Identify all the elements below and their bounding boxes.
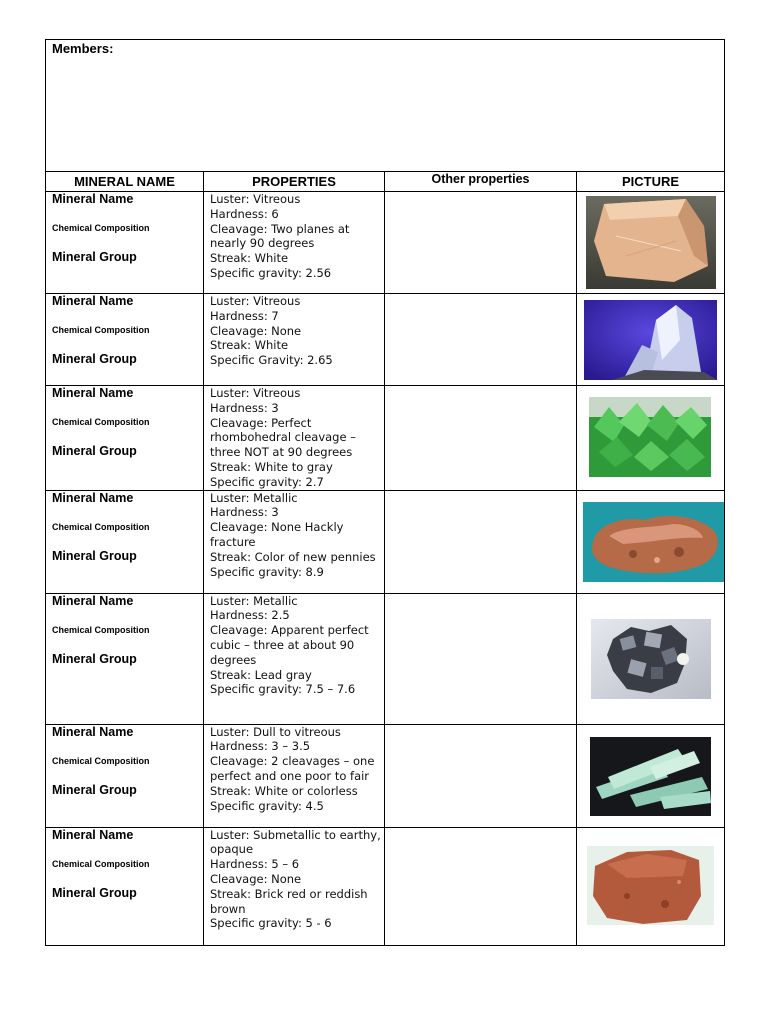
properties-cell: [204, 192, 385, 294]
mineral-name-label: Mineral Name: [52, 192, 134, 206]
members-area[interactable]: [46, 40, 725, 172]
property-line: Hardness: 3 – 3.5: [210, 739, 311, 754]
property-line: Hardness: 3: [210, 400, 279, 415]
mineral-name-label: Mineral Name: [52, 490, 134, 505]
quartz-crystal-image: [584, 300, 717, 380]
property-line: perfect and one poor to fair: [210, 768, 370, 783]
mineral-row-2: [46, 294, 725, 386]
copper-nugget-image: [583, 502, 724, 582]
property-line: Specific gravity: 7.5 – 7.6: [210, 682, 356, 697]
property-line: Cleavage: Two planes at: [210, 221, 350, 236]
picture-cell: [577, 827, 725, 945]
mineral-row-7: [46, 827, 725, 945]
property-line: Specific gravity: 5 - 6: [210, 916, 332, 931]
mineral-name-label: Mineral Name: [52, 827, 134, 842]
mineral-id-cell[interactable]: [46, 386, 204, 491]
picture-cell: [577, 724, 725, 827]
property-line: Specific Gravity: 2.65: [210, 353, 333, 368]
chemical-composition-label: Chemical Composition: [52, 624, 150, 635]
header-mineral-name: MINERAL NAME: [46, 172, 204, 192]
property-line: Specific gravity: 2.7: [210, 474, 324, 489]
mineral-group-label: Mineral Group: [52, 250, 137, 264]
header-other-properties: Other properties: [385, 172, 577, 192]
mineral-name-label: Mineral Name: [52, 593, 134, 608]
property-line: Luster: Metallic: [210, 593, 298, 608]
mineral-group-label: Mineral Group: [52, 885, 137, 900]
mineral-name-label: Mineral Name: [52, 724, 134, 739]
mineral-name-label: Mineral Name: [52, 386, 134, 400]
chemical-composition-label: Chemical Composition: [52, 755, 150, 766]
mineral-row-3: [46, 386, 725, 491]
header-properties: PROPERTIES: [204, 172, 385, 192]
property-line: Luster: Vitreous: [210, 386, 301, 400]
other-properties-cell[interactable]: [385, 386, 577, 491]
picture-cell: [577, 490, 725, 593]
properties-cell: [204, 724, 385, 827]
mineral-worksheet-table: [45, 39, 725, 946]
property-line: Hardness: 3: [210, 505, 279, 520]
mineral-group-label: Mineral Group: [52, 352, 137, 366]
property-line: three NOT at 90 degrees: [210, 445, 353, 460]
property-line: brown: [210, 901, 246, 916]
property-line: Luster: Vitreous: [210, 294, 301, 308]
mineral-row-1: [46, 192, 725, 294]
mineral-id-cell[interactable]: [46, 490, 204, 593]
picture-cell: [577, 386, 725, 491]
barite-crystal-image: [590, 737, 711, 816]
other-properties-cell[interactable]: [385, 192, 577, 294]
galena-image: [591, 619, 711, 699]
mineral-row-4: [46, 490, 725, 593]
mineral-row-5: [46, 593, 725, 724]
property-line: Streak: White: [210, 251, 289, 266]
property-line: Streak: Lead gray: [210, 667, 312, 682]
property-line: Luster: Vitreous: [210, 192, 301, 206]
properties-cell: [204, 593, 385, 724]
property-line: Cleavage: Perfect: [210, 415, 312, 430]
chemical-composition-label: Chemical Composition: [52, 858, 150, 869]
property-line: Hardness: 5 – 6: [210, 857, 300, 872]
property-line: Cleavage: None: [210, 323, 302, 338]
mineral-group-label: Mineral Group: [52, 782, 137, 797]
mineral-id-cell[interactable]: [46, 294, 204, 386]
mineral-group-label: Mineral Group: [52, 444, 137, 458]
header-row: [46, 172, 725, 192]
property-line: rhombohedral cleavage –: [210, 430, 356, 445]
property-line: Luster: Metallic: [210, 490, 298, 505]
mineral-group-label: Mineral Group: [52, 548, 137, 563]
property-line: Streak: Color of new pennies: [210, 549, 376, 564]
property-line: Luster: Dull to vitreous: [210, 724, 341, 739]
other-properties-cell[interactable]: [385, 294, 577, 386]
picture-cell: [577, 192, 725, 294]
picture-cell: [577, 593, 725, 724]
property-line: Specific gravity: 2.56: [210, 265, 332, 280]
other-properties-cell[interactable]: [385, 593, 577, 724]
other-properties-cell[interactable]: [385, 827, 577, 945]
other-properties-cell[interactable]: [385, 490, 577, 593]
property-line: Streak: White to gray: [210, 459, 333, 474]
property-line: degrees: [210, 652, 257, 667]
property-line: opaque: [210, 842, 254, 857]
property-line: Streak: Brick red or reddish: [210, 886, 368, 901]
mineral-group-label: Mineral Group: [52, 651, 137, 666]
property-line: cubic – three at about 90: [210, 637, 355, 652]
property-line: Cleavage: None Hackly: [210, 520, 344, 535]
properties-cell: [204, 490, 385, 593]
mineral-row-6: [46, 724, 725, 827]
properties-cell: [204, 386, 385, 491]
property-line: Cleavage: Apparent perfect: [210, 623, 369, 638]
property-line: Cleavage: None: [210, 871, 302, 886]
chemical-composition-label: Chemical Composition: [52, 521, 150, 532]
chemical-composition-label: Chemical Composition: [52, 325, 150, 335]
orange-feldspar-image: [586, 196, 716, 289]
property-line: fracture: [210, 534, 256, 549]
property-line: Hardness: 2.5: [210, 608, 290, 623]
property-line: Specific gravity: 8.9: [210, 564, 324, 579]
members-label: Members:: [52, 41, 114, 56]
property-line: Streak: White or colorless: [210, 783, 358, 798]
properties-cell: [204, 827, 385, 945]
property-line: Hardness: 6: [210, 206, 279, 221]
property-line: Cleavage: 2 cleavages – one: [210, 754, 375, 769]
properties-cell: [204, 294, 385, 386]
property-line: Streak: White: [210, 338, 289, 353]
hematite-image: [587, 846, 714, 925]
green-calcite-image: [589, 397, 711, 477]
other-properties-cell[interactable]: [385, 724, 577, 827]
header-picture: PICTURE: [577, 172, 725, 192]
chemical-composition-label: Chemical Composition: [52, 223, 150, 233]
mineral-id-cell[interactable]: [46, 192, 204, 294]
picture-cell: [577, 294, 725, 386]
property-line: Specific gravity: 4.5: [210, 798, 324, 813]
chemical-composition-label: Chemical Composition: [52, 417, 150, 427]
property-line: Hardness: 7: [210, 308, 279, 323]
property-line: Luster: Submetallic to earthy,: [210, 827, 381, 842]
mineral-id-cell[interactable]: [46, 827, 204, 945]
property-line: nearly 90 degrees: [210, 236, 315, 251]
mineral-id-cell[interactable]: [46, 724, 204, 827]
mineral-id-cell[interactable]: [46, 593, 204, 724]
mineral-name-label: Mineral Name: [52, 294, 134, 308]
